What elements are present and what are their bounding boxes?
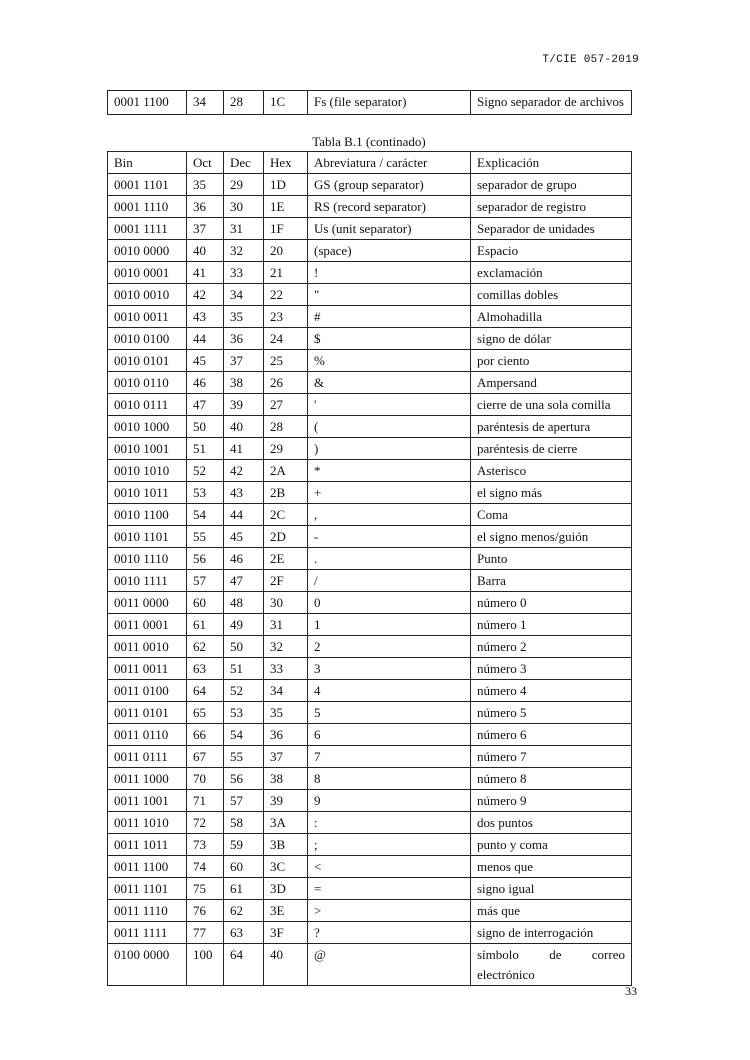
cell-abbreviation: & (308, 372, 471, 394)
cell-bin: 0011 1010 (108, 812, 187, 834)
cell-oct: 57 (187, 570, 224, 592)
cell-explanation: menos que (471, 856, 632, 878)
cell-dec: 60 (224, 856, 264, 878)
cell-abbreviation: ! (308, 262, 471, 284)
cell-bin: 0011 1001 (108, 790, 187, 812)
table-row (108, 746, 632, 768)
cell-abbreviation: " (308, 284, 471, 306)
table-row (108, 526, 632, 548)
cell-abbreviation: 1 (308, 614, 471, 636)
table-row (108, 196, 632, 218)
cell-oct: 45 (187, 350, 224, 372)
cell-hex: 29 (264, 438, 308, 460)
cell-oct: 77 (187, 922, 224, 944)
cell-bin: 0010 0000 (108, 240, 187, 262)
table-row (108, 834, 632, 856)
cell-explanation: Coma (471, 504, 632, 526)
table-row (108, 438, 632, 460)
cell-abbreviation: 5 (308, 702, 471, 724)
cell-abbreviation: 6 (308, 724, 471, 746)
table-header-row (108, 152, 632, 174)
cell-bin: 0100 0000 (108, 944, 187, 986)
cell-hex: 27 (264, 394, 308, 416)
cell-hex: 1D (264, 174, 308, 196)
cell-bin: 0011 0011 (108, 658, 187, 680)
cell-hex: 3A (264, 812, 308, 834)
cell-oct: 75 (187, 878, 224, 900)
cell-dec: 38 (224, 372, 264, 394)
table-row (108, 812, 632, 834)
table-row (108, 900, 632, 922)
cell-explanation: comillas dobles (471, 284, 632, 306)
cell-oct: 44 (187, 328, 224, 350)
cell-abbreviation: - (308, 526, 471, 548)
cell-bin: 0011 1101 (108, 878, 187, 900)
cell-bin: 0010 1110 (108, 548, 187, 570)
cell-abbreviation: ' (308, 394, 471, 416)
cell-abbreviation: Fs (file separator) (308, 91, 471, 115)
cell-abbreviation: 9 (308, 790, 471, 812)
table-row (108, 91, 632, 115)
cell-hex: 24 (264, 328, 308, 350)
cell-explanation: número 1 (471, 614, 632, 636)
cell-bin: 0010 0011 (108, 306, 187, 328)
cell-hex: 34 (264, 680, 308, 702)
table-row (108, 394, 632, 416)
table-row (108, 702, 632, 724)
cell-abbreviation: 2 (308, 636, 471, 658)
cell-dec: 33 (224, 262, 264, 284)
cell-abbreviation: ; (308, 834, 471, 856)
cell-bin: 0011 1111 (108, 922, 187, 944)
table-row (108, 350, 632, 372)
cell-dec: 45 (224, 526, 264, 548)
cell-bin: 0011 1011 (108, 834, 187, 856)
cell-explanation: separador de registro (471, 196, 632, 218)
table-row (108, 372, 632, 394)
cell-bin: 0010 1100 (108, 504, 187, 526)
cell-hex: 26 (264, 372, 308, 394)
cell-abbreviation: 8 (308, 768, 471, 790)
cell-hex: 3D (264, 878, 308, 900)
cell-hex: 28 (264, 416, 308, 438)
cell-dec: 52 (224, 680, 264, 702)
cell-explanation: signo de dólar (471, 328, 632, 350)
cell-dec: 57 (224, 790, 264, 812)
cell-explanation: más que (471, 900, 632, 922)
cell-dec: 51 (224, 658, 264, 680)
table-row (108, 856, 632, 878)
cell-dec: 39 (224, 394, 264, 416)
cell-hex: 2C (264, 504, 308, 526)
cell-abbreviation: % (308, 350, 471, 372)
cell-oct: 46 (187, 372, 224, 394)
cell-hex: 2E (264, 548, 308, 570)
cell-abbreviation: ) (308, 438, 471, 460)
cell-explanation: Espacio (471, 240, 632, 262)
cell-hex: 1E (264, 196, 308, 218)
cell-bin: 0010 1000 (108, 416, 187, 438)
cell-oct: 52 (187, 460, 224, 482)
table-row (108, 240, 632, 262)
cell-bin: 0011 0101 (108, 702, 187, 724)
cell-hex: 3B (264, 834, 308, 856)
cell-bin: 0010 0100 (108, 328, 187, 350)
table-row (108, 262, 632, 284)
cell-hex: 23 (264, 306, 308, 328)
cell-explanation: Barra (471, 570, 632, 592)
cell-bin: 0011 0000 (108, 592, 187, 614)
cell-bin: 0001 1111 (108, 218, 187, 240)
cell-explanation: número 9 (471, 790, 632, 812)
cell-dec: 62 (224, 900, 264, 922)
cell-hex: 2D (264, 526, 308, 548)
table-continuation-top (107, 90, 632, 115)
cell-hex: 37 (264, 746, 308, 768)
cell-explanation: número 3 (471, 658, 632, 680)
cell-explanation: cierre de una sola comilla (471, 394, 632, 416)
cell-dec: 44 (224, 504, 264, 526)
cell-abbreviation: $ (308, 328, 471, 350)
column-header: Dec (224, 152, 264, 174)
cell-bin: 0010 0010 (108, 284, 187, 306)
cell-bin: 0011 0100 (108, 680, 187, 702)
cell-oct: 50 (187, 416, 224, 438)
cell-bin: 0010 0111 (108, 394, 187, 416)
cell-explanation: número 6 (471, 724, 632, 746)
cell-bin: 0011 0010 (108, 636, 187, 658)
cell-oct: 54 (187, 504, 224, 526)
cell-oct: 47 (187, 394, 224, 416)
ascii-table (107, 151, 632, 986)
cell-explanation: número 8 (471, 768, 632, 790)
cell-oct: 65 (187, 702, 224, 724)
cell-dec: 46 (224, 548, 264, 570)
cell-bin: 0010 0001 (108, 262, 187, 284)
cell-oct: 66 (187, 724, 224, 746)
cell-dec: 61 (224, 878, 264, 900)
cell-oct: 35 (187, 174, 224, 196)
cell-abbreviation: > (308, 900, 471, 922)
cell-explanation: punto y coma (471, 834, 632, 856)
cell-bin: 0010 1101 (108, 526, 187, 548)
cell-bin: 0010 1111 (108, 570, 187, 592)
cell-explanation: Asterisco (471, 460, 632, 482)
cell-explanation: número 4 (471, 680, 632, 702)
cell-explanation: paréntesis de cierre (471, 438, 632, 460)
table-row (108, 504, 632, 526)
page-number: 33 (625, 984, 637, 998)
cell-dec: 59 (224, 834, 264, 856)
cell-abbreviation: / (308, 570, 471, 592)
cell-hex: 25 (264, 350, 308, 372)
table-row (108, 570, 632, 592)
cell-bin: 0011 1000 (108, 768, 187, 790)
table-row (108, 658, 632, 680)
cell-abbreviation: Us (unit separator) (308, 218, 471, 240)
cell-explanation: exclamación (471, 262, 632, 284)
column-header: Bin (108, 152, 187, 174)
table-row (108, 306, 632, 328)
cell-oct: 100 (187, 944, 224, 986)
cell-dec: 47 (224, 570, 264, 592)
cell-dec: 28 (224, 91, 264, 115)
table-row (108, 680, 632, 702)
cell-oct: 73 (187, 834, 224, 856)
cell-hex: 39 (264, 790, 308, 812)
cell-oct: 56 (187, 548, 224, 570)
cell-oct: 42 (187, 284, 224, 306)
table-row (108, 614, 632, 636)
cell-abbreviation: 7 (308, 746, 471, 768)
cell-bin: 0010 0110 (108, 372, 187, 394)
cell-abbreviation: = (308, 878, 471, 900)
table-row (108, 328, 632, 350)
table-body (108, 152, 632, 986)
cell-hex: 1F (264, 218, 308, 240)
cell-explanation: Signo separador de archivos (471, 91, 632, 115)
cell-abbreviation: < (308, 856, 471, 878)
table-row (108, 482, 632, 504)
cell-explanation: por ciento (471, 350, 632, 372)
page-header: T/CIE 057-2019 (542, 54, 639, 66)
cell-abbreviation: (space) (308, 240, 471, 262)
cell-oct: 64 (187, 680, 224, 702)
cell-explanation: número 0 (471, 592, 632, 614)
cell-dec: 29 (224, 174, 264, 196)
cell-explanation: signo igual (471, 878, 632, 900)
cell-dec: 58 (224, 812, 264, 834)
cell-explanation: Punto (471, 548, 632, 570)
cell-oct: 41 (187, 262, 224, 284)
table-row (108, 878, 632, 900)
table-caption: Tabla B.1 (continado) (312, 134, 426, 149)
cell-dec: 63 (224, 922, 264, 944)
cell-explanation: Almohadilla (471, 306, 632, 328)
cell-bin: 0010 1011 (108, 482, 187, 504)
cell-dec: 36 (224, 328, 264, 350)
cell-dec: 50 (224, 636, 264, 658)
cell-hex: 38 (264, 768, 308, 790)
cell-explanation: signo de interrogación (471, 922, 632, 944)
table-row (108, 460, 632, 482)
cell-oct: 62 (187, 636, 224, 658)
cell-abbreviation: GS (group separator) (308, 174, 471, 196)
table-row (108, 636, 632, 658)
cell-bin: 0010 0101 (108, 350, 187, 372)
cell-oct: 51 (187, 438, 224, 460)
cell-hex: 40 (264, 944, 308, 986)
cell-hex: 22 (264, 284, 308, 306)
column-header: Hex (264, 152, 308, 174)
cell-bin: 0011 1100 (108, 856, 187, 878)
cell-abbreviation: * (308, 460, 471, 482)
cell-explanation: paréntesis de apertura (471, 416, 632, 438)
cell-hex: 3E (264, 900, 308, 922)
cell-abbreviation: 4 (308, 680, 471, 702)
cell-oct: 67 (187, 746, 224, 768)
cell-bin: 0001 1100 (108, 91, 187, 115)
cell-explanation: Separador de unidades (471, 218, 632, 240)
cell-oct: 74 (187, 856, 224, 878)
cell-abbreviation: : (308, 812, 471, 834)
cell-oct: 43 (187, 306, 224, 328)
cell-abbreviation: 3 (308, 658, 471, 680)
cell-hex: 32 (264, 636, 308, 658)
cell-hex: 2A (264, 460, 308, 482)
cell-dec: 31 (224, 218, 264, 240)
table-row (108, 922, 632, 944)
cell-explanation: el signo más (471, 482, 632, 504)
column-header: Oct (187, 152, 224, 174)
cell-oct: 40 (187, 240, 224, 262)
table-row (108, 416, 632, 438)
cell-dec: 41 (224, 438, 264, 460)
cell-dec: 53 (224, 702, 264, 724)
table-row (108, 790, 632, 812)
table-row (108, 284, 632, 306)
cell-hex: 33 (264, 658, 308, 680)
cell-abbreviation: RS (record separator) (308, 196, 471, 218)
cell-abbreviation: . (308, 548, 471, 570)
cell-bin: 0010 1001 (108, 438, 187, 460)
cell-dec: 55 (224, 746, 264, 768)
cell-hex: 31 (264, 614, 308, 636)
cell-dec: 43 (224, 482, 264, 504)
cell-hex: 2B (264, 482, 308, 504)
cell-bin: 0001 1110 (108, 196, 187, 218)
cell-hex: 20 (264, 240, 308, 262)
cell-oct: 55 (187, 526, 224, 548)
cell-oct: 53 (187, 482, 224, 504)
cell-oct: 61 (187, 614, 224, 636)
cell-explanation: el signo menos/guión (471, 526, 632, 548)
cell-oct: 60 (187, 592, 224, 614)
cell-bin: 0010 1010 (108, 460, 187, 482)
cell-oct: 71 (187, 790, 224, 812)
cell-hex: 21 (264, 262, 308, 284)
cell-dec: 49 (224, 614, 264, 636)
cell-abbreviation: @ (308, 944, 471, 986)
cell-bin: 0001 1101 (108, 174, 187, 196)
cell-bin: 0011 0111 (108, 746, 187, 768)
cell-dec: 56 (224, 768, 264, 790)
cell-oct: 70 (187, 768, 224, 790)
cell-explanation: número 5 (471, 702, 632, 724)
table-row (108, 592, 632, 614)
cell-hex: 2F (264, 570, 308, 592)
cell-oct: 76 (187, 900, 224, 922)
cell-hex: 3F (264, 922, 308, 944)
cell-hex: 30 (264, 592, 308, 614)
cell-dec: 54 (224, 724, 264, 746)
cell-bin: 0011 1110 (108, 900, 187, 922)
cell-hex: 3C (264, 856, 308, 878)
cell-abbreviation: + (308, 482, 471, 504)
cell-hex: 1C (264, 91, 308, 115)
cell-oct: 34 (187, 91, 224, 115)
cell-explanation: símbolo de correo electrónico (471, 944, 632, 986)
cell-dec: 48 (224, 592, 264, 614)
cell-dec: 40 (224, 416, 264, 438)
cell-abbreviation: ( (308, 416, 471, 438)
table-row (108, 218, 632, 240)
cell-dec: 30 (224, 196, 264, 218)
cell-dec: 64 (224, 944, 264, 986)
column-header: Abreviatura / carácter (308, 152, 471, 174)
cell-oct: 37 (187, 218, 224, 240)
table-row (108, 724, 632, 746)
cell-explanation: Ampersand (471, 372, 632, 394)
cell-bin: 0011 0110 (108, 724, 187, 746)
column-header: Explicación (471, 152, 632, 174)
cell-hex: 36 (264, 724, 308, 746)
cell-explanation: número 2 (471, 636, 632, 658)
table-row (108, 548, 632, 570)
cell-dec: 37 (224, 350, 264, 372)
cell-abbreviation: , (308, 504, 471, 526)
cell-hex: 35 (264, 702, 308, 724)
table-row (108, 174, 632, 196)
cell-dec: 42 (224, 460, 264, 482)
table-row (108, 768, 632, 790)
cell-oct: 36 (187, 196, 224, 218)
cell-abbreviation: 0 (308, 592, 471, 614)
cell-dec: 34 (224, 284, 264, 306)
cell-dec: 32 (224, 240, 264, 262)
cell-explanation: dos puntos (471, 812, 632, 834)
cell-explanation: separador de grupo (471, 174, 632, 196)
cell-oct: 63 (187, 658, 224, 680)
cell-bin: 0011 0001 (108, 614, 187, 636)
cell-abbreviation: # (308, 306, 471, 328)
cell-explanation: número 7 (471, 746, 632, 768)
cell-abbreviation: ? (308, 922, 471, 944)
cell-oct: 72 (187, 812, 224, 834)
cell-dec: 35 (224, 306, 264, 328)
table-row (108, 944, 632, 986)
